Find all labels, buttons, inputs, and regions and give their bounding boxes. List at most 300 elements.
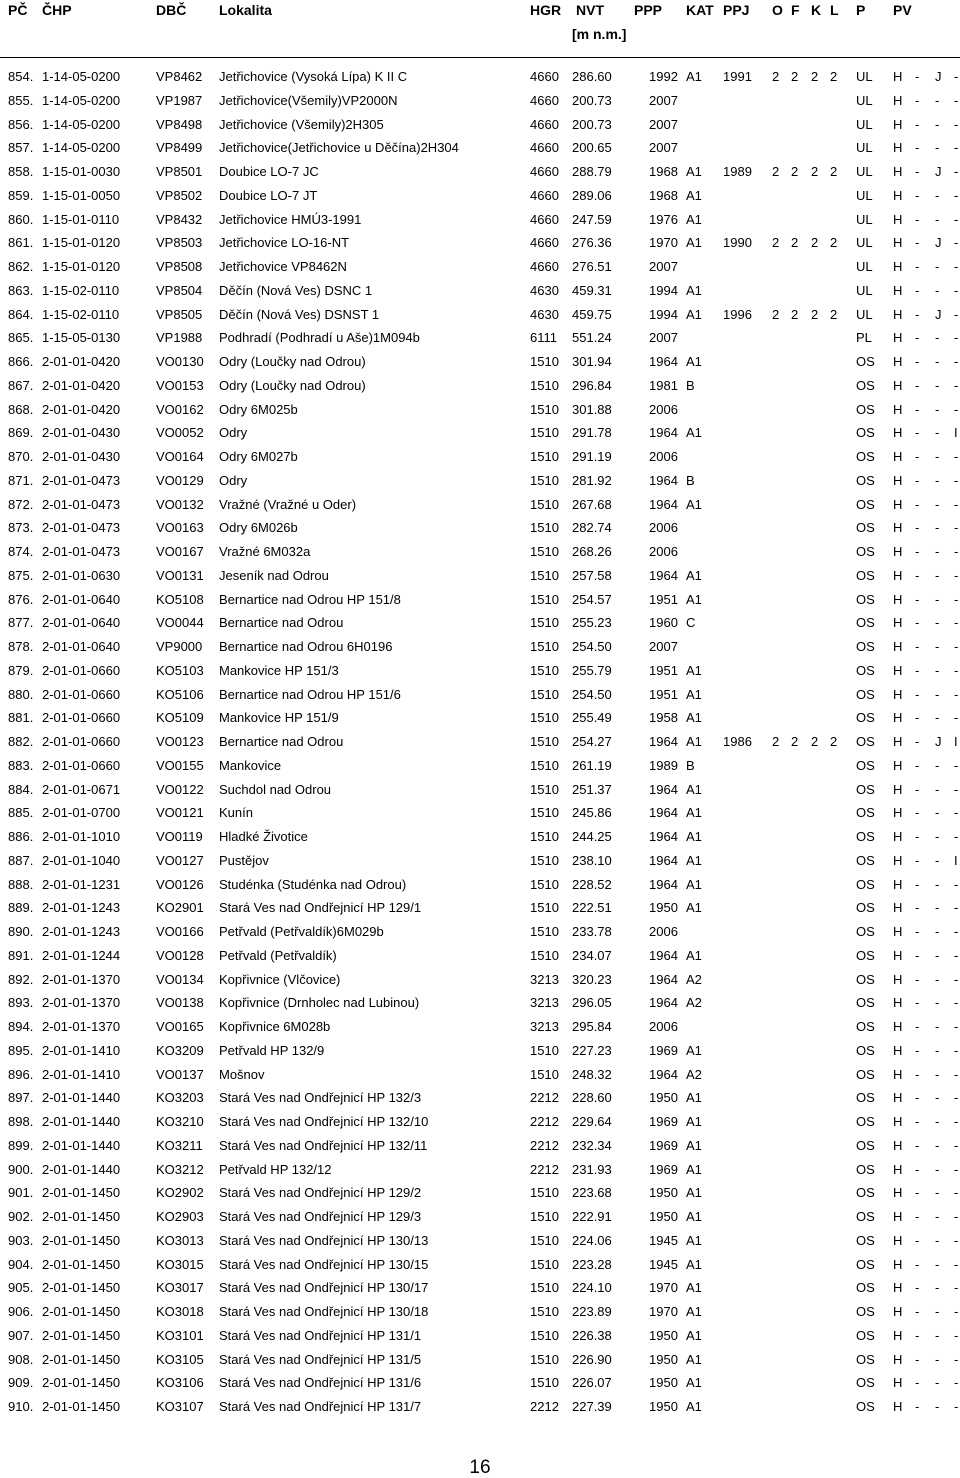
cell-row-number: 884. <box>8 781 34 797</box>
cell-row-number: 873. <box>8 520 34 536</box>
cell-dbc-code: VP8502 <box>156 187 203 203</box>
cell-pv-i: - <box>954 140 959 156</box>
table-row <box>0 1375 960 1399</box>
cell-pv-i: - <box>954 662 959 678</box>
page-number: 16 <box>469 1457 491 1478</box>
cell-ppp-year: 2007 <box>649 116 678 132</box>
table-row <box>0 69 960 93</box>
cell-dbc-code: VP8505 <box>156 306 203 322</box>
cell-p-code: OS <box>856 354 875 369</box>
cell-dbc-code: KO3018 <box>156 1304 204 1319</box>
cell-pv-2: - <box>915 187 920 203</box>
cell-row-number: 869. <box>8 425 34 441</box>
cell-p-code: OS <box>856 1090 875 1106</box>
cell-dbc-code: VO0123 <box>156 734 204 749</box>
header-k: K <box>811 2 822 18</box>
cell-dbc-code: VP1988 <box>156 330 203 346</box>
cell-dbc-code: VO0153 <box>156 377 204 393</box>
cell-pv-i: - <box>954 686 959 702</box>
cell-pv-i: - <box>954 520 959 536</box>
cell-hgr: 1510 <box>530 425 559 441</box>
cell-pv-j: - <box>935 1256 940 1272</box>
cell-hgr: 1510 <box>530 924 559 939</box>
cell-kat: A2 <box>686 971 702 987</box>
cell-nvt: 222.51 <box>572 900 612 916</box>
cell-hgr: 1510 <box>530 876 559 892</box>
cell-dbc-code: VO0165 <box>156 1019 204 1034</box>
cell-pv-i: - <box>954 92 959 108</box>
cell-kat: A1 <box>686 567 702 583</box>
cell-lokalita: Odry <box>219 425 248 441</box>
cell-chp-code: 2-01-01-1440 <box>42 1137 121 1153</box>
cell-lokalita: Bernartice nad Odrou <box>219 734 344 749</box>
cell-lokalita: Podhradí (Podhradí u Aše)1M094b <box>219 330 420 346</box>
cell-pv-2: - <box>915 401 920 417</box>
cell-pv-2: - <box>915 1161 920 1177</box>
cell-pv-j: - <box>935 757 940 773</box>
cell-row-number: 902. <box>8 1209 34 1224</box>
cell-kat: A1 <box>686 947 702 963</box>
cell-dbc-code: VO0162 <box>156 401 204 417</box>
cell-hgr: 1510 <box>530 1304 559 1319</box>
cell-pv-j: - <box>935 496 940 512</box>
cell-p-code: OS <box>856 1304 875 1319</box>
cell-pv-2: - <box>915 1304 920 1319</box>
cell-chp-code: 2-01-01-1410 <box>42 1042 121 1058</box>
cell-row-number: 889. <box>8 900 34 916</box>
cell-pv-i: - <box>954 1375 959 1391</box>
cell-pv-j: - <box>935 805 940 821</box>
cell-p-code: OS <box>856 1327 875 1343</box>
cell-row-number: 887. <box>8 852 34 868</box>
cell-nvt: 226.38 <box>572 1327 612 1343</box>
cell-lokalita: Studénka (Studénka nad Odrou) <box>219 876 407 892</box>
cell-pv-h: H <box>893 520 903 536</box>
table-row <box>0 1280 960 1304</box>
cell-pv-j: - <box>935 615 940 631</box>
cell-chp-code: 2-01-01-0420 <box>42 377 121 393</box>
cell-row-number: 863. <box>8 282 34 298</box>
cell-nvt: 223.28 <box>572 1256 612 1272</box>
cell-k-flag: 2 <box>811 306 819 322</box>
cell-ppp-year: 1969 <box>649 1137 678 1153</box>
cell-nvt: 228.52 <box>572 876 612 892</box>
cell-hgr: 4660 <box>530 164 559 179</box>
cell-hgr: 4660 <box>530 69 559 84</box>
table-row <box>0 972 960 996</box>
cell-nvt: 257.58 <box>572 567 612 583</box>
cell-chp-code: 2-01-01-0700 <box>42 805 121 821</box>
cell-pv-h: H <box>893 757 903 773</box>
cell-ppp-year: 2006 <box>649 1019 678 1034</box>
cell-pv-i: - <box>954 1327 959 1343</box>
cell-o-flag: 2 <box>772 69 780 84</box>
cell-pv-2: - <box>915 1280 920 1296</box>
cell-dbc-code: VP8462 <box>156 69 203 84</box>
cell-pv-h: H <box>893 829 903 844</box>
header-dbc: DBČ <box>156 2 187 18</box>
cell-p-code: UL <box>856 282 873 298</box>
cell-kat: A1 <box>686 235 702 251</box>
cell-lokalita: Stará Ves nad Ondřejnicí HP 131/7 <box>219 1399 422 1414</box>
cell-pv-h: H <box>893 995 903 1011</box>
cell-row-number: 867. <box>8 377 34 393</box>
cell-p-code: UL <box>856 140 873 156</box>
cell-pv-i: - <box>954 187 959 203</box>
cell-ppp-year: 1994 <box>649 306 678 322</box>
cell-ppp-year: 1964 <box>649 567 678 583</box>
cell-pv-i: - <box>954 496 959 512</box>
cell-lokalita: Odry (Loučky nad Odrou) <box>219 354 366 369</box>
header-l: L <box>830 2 839 18</box>
cell-ppj-year: 1990 <box>723 235 752 251</box>
cell-p-code: OS <box>856 900 875 916</box>
cell-pv-j: - <box>935 330 940 346</box>
cell-chp-code: 2-01-01-0660 <box>42 686 121 702</box>
table-row <box>0 164 960 188</box>
cell-ppp-year: 2006 <box>649 449 678 464</box>
cell-p-code: PL <box>856 330 872 346</box>
cell-p-code: OS <box>856 496 875 512</box>
cell-ppp-year: 1950 <box>649 1375 678 1391</box>
cell-pv-i: I <box>954 734 958 749</box>
cell-chp-code: 1-15-01-0120 <box>42 235 121 251</box>
cell-hgr: 1510 <box>530 615 559 631</box>
cell-pv-i: - <box>954 1351 959 1367</box>
table-row <box>0 283 960 307</box>
table-row <box>0 663 960 687</box>
cell-f-flag: 2 <box>791 734 799 749</box>
cell-pv-2: - <box>915 615 920 631</box>
cell-lokalita: Mošnov <box>219 1066 265 1082</box>
cell-nvt: 228.60 <box>572 1090 612 1106</box>
table-row <box>0 1138 960 1162</box>
cell-pv-i: - <box>954 567 959 583</box>
cell-kat: C <box>686 615 696 631</box>
cell-pv-j: - <box>935 259 940 274</box>
cell-dbc-code: KO3013 <box>156 1232 204 1248</box>
cell-dbc-code: VP8498 <box>156 116 203 132</box>
cell-pv-i: - <box>954 472 959 488</box>
cell-p-code: UL <box>856 211 873 227</box>
cell-chp-code: 2-01-01-1450 <box>42 1399 121 1414</box>
cell-nvt: 289.06 <box>572 187 612 203</box>
cell-pv-h: H <box>893 259 903 274</box>
cell-nvt: 234.07 <box>572 947 612 963</box>
cell-ppp-year: 1964 <box>649 947 678 963</box>
cell-dbc-code: VO0122 <box>156 781 204 797</box>
cell-nvt: 200.73 <box>572 116 612 132</box>
cell-lokalita: Hladké Životice <box>219 829 308 844</box>
cell-hgr: 1510 <box>530 1185 559 1201</box>
cell-dbc-code: KO3106 <box>156 1375 204 1391</box>
cell-pv-2: - <box>915 639 920 654</box>
cell-l-flag: 2 <box>830 235 838 251</box>
cell-nvt: 276.51 <box>572 259 612 274</box>
cell-pv-2: - <box>915 235 920 251</box>
table-row <box>0 330 960 354</box>
cell-p-code: OS <box>856 544 875 559</box>
cell-chp-code: 2-01-01-1410 <box>42 1066 121 1082</box>
cell-lokalita: Stará Ves nad Ondřejnicí HP 132/3 <box>219 1090 422 1106</box>
cell-nvt: 254.57 <box>572 591 612 607</box>
cell-chp-code: 2-01-01-0660 <box>42 757 121 773</box>
cell-p-code: OS <box>856 876 875 892</box>
cell-lokalita: Mankovice HP 151/9 <box>219 710 339 726</box>
cell-kat: A1 <box>686 1042 702 1058</box>
cell-pv-h: H <box>893 116 903 132</box>
cell-pv-h: H <box>893 69 903 84</box>
cell-chp-code: 1-14-05-0200 <box>42 69 121 84</box>
cell-nvt: 245.86 <box>572 805 612 821</box>
cell-hgr: 1510 <box>530 1066 559 1082</box>
cell-chp-code: 2-01-01-0640 <box>42 639 121 654</box>
cell-pv-i: - <box>954 544 959 559</box>
cell-pv-j: - <box>935 1304 940 1319</box>
cell-dbc-code: VP8499 <box>156 140 203 156</box>
cell-kat: A1 <box>686 1209 702 1224</box>
cell-pv-j: - <box>935 662 940 678</box>
cell-pv-j: - <box>935 472 940 488</box>
cell-lokalita: Odry 6M026b <box>219 520 298 536</box>
cell-nvt: 254.50 <box>572 686 612 702</box>
cell-nvt: 247.59 <box>572 211 612 227</box>
cell-dbc-code: VO0130 <box>156 354 204 369</box>
cell-kat: A1 <box>686 686 702 702</box>
cell-p-code: OS <box>856 947 875 963</box>
cell-pv-2: - <box>915 1137 920 1153</box>
cell-dbc-code: VO0052 <box>156 425 204 441</box>
table-row <box>0 307 960 331</box>
cell-row-number: 870. <box>8 449 34 464</box>
cell-chp-code: 2-01-01-0660 <box>42 710 121 726</box>
cell-lokalita: Bernartice nad Odrou HP 151/8 <box>219 591 401 607</box>
table-header <box>0 0 960 58</box>
cell-o-flag: 2 <box>772 164 780 179</box>
cell-dbc-code: VO0167 <box>156 544 204 559</box>
cell-pv-h: H <box>893 164 903 179</box>
cell-pv-h: H <box>893 1161 903 1177</box>
cell-row-number: 883. <box>8 757 34 773</box>
cell-pv-h: H <box>893 140 903 156</box>
cell-pv-i: - <box>954 164 959 179</box>
cell-ppp-year: 1964 <box>649 995 678 1011</box>
cell-pv-j: - <box>935 591 940 607</box>
cell-chp-code: 2-01-01-0473 <box>42 544 121 559</box>
cell-kat: A1 <box>686 1351 702 1367</box>
cell-row-number: 886. <box>8 829 34 844</box>
cell-chp-code: 2-01-01-0660 <box>42 662 121 678</box>
cell-lokalita: Odry 6M027b <box>219 449 298 464</box>
cell-row-number: 857. <box>8 140 34 156</box>
cell-hgr: 1510 <box>530 544 559 559</box>
header-kat: KAT <box>686 2 714 18</box>
cell-hgr: 1510 <box>530 947 559 963</box>
cell-pv-i: - <box>954 1042 959 1058</box>
cell-ppp-year: 2007 <box>649 639 678 654</box>
cell-kat: A1 <box>686 876 702 892</box>
cell-chp-code: 2-01-01-0420 <box>42 354 121 369</box>
cell-pv-j: - <box>935 1161 940 1177</box>
cell-hgr: 1510 <box>530 1256 559 1272</box>
cell-pv-j: - <box>935 829 940 844</box>
cell-pv-h: H <box>893 1327 903 1343</box>
cell-row-number: 885. <box>8 805 34 821</box>
cell-chp-code: 2-01-01-0473 <box>42 472 121 488</box>
table-row <box>0 520 960 544</box>
cell-k-flag: 2 <box>811 734 819 749</box>
cell-pv-2: - <box>915 1351 920 1367</box>
cell-pv-h: H <box>893 567 903 583</box>
cell-row-number: 859. <box>8 187 34 203</box>
cell-kat: A1 <box>686 900 702 916</box>
cell-pv-j: - <box>935 449 940 464</box>
header-o: O <box>772 2 783 18</box>
cell-hgr: 4660 <box>530 211 559 227</box>
cell-nvt: 281.92 <box>572 472 612 488</box>
cell-p-code: OS <box>856 425 875 441</box>
cell-kat: A1 <box>686 1161 702 1177</box>
cell-ppp-year: 2006 <box>649 520 678 536</box>
cell-pv-j: - <box>935 377 940 393</box>
cell-nvt: 231.93 <box>572 1161 612 1177</box>
cell-l-flag: 2 <box>830 306 838 322</box>
cell-pv-2: - <box>915 425 920 441</box>
cell-chp-code: 2-01-01-1450 <box>42 1209 121 1224</box>
table-row <box>0 639 960 663</box>
cell-p-code: OS <box>856 1399 875 1414</box>
cell-ppp-year: 2007 <box>649 140 678 156</box>
cell-nvt: 291.78 <box>572 425 612 441</box>
cell-nvt: 227.39 <box>572 1399 612 1414</box>
cell-chp-code: 1-14-05-0200 <box>42 92 121 108</box>
cell-chp-code: 1-15-01-0030 <box>42 164 121 179</box>
cell-dbc-code: VO0137 <box>156 1066 204 1082</box>
table-row <box>0 378 960 402</box>
cell-pv-h: H <box>893 781 903 797</box>
cell-nvt: 296.05 <box>572 995 612 1011</box>
cell-pv-j: - <box>935 282 940 298</box>
table-row <box>0 449 960 473</box>
cell-hgr: 1510 <box>530 401 559 417</box>
cell-pv-h: H <box>893 1351 903 1367</box>
cell-l-flag: 2 <box>830 164 838 179</box>
cell-row-number: 891. <box>8 947 34 963</box>
cell-p-code: OS <box>856 591 875 607</box>
cell-pv-h: H <box>893 1114 903 1129</box>
cell-lokalita: Jetřichovice (Všemily)2H305 <box>219 116 384 132</box>
cell-row-number: 905. <box>8 1280 34 1296</box>
cell-lokalita: Doubice LO-7 JT <box>219 187 318 203</box>
table-row <box>0 497 960 521</box>
cell-kat: A1 <box>686 354 702 369</box>
cell-nvt: 301.94 <box>572 354 612 369</box>
cell-pv-2: - <box>915 544 920 559</box>
cell-ppp-year: 1970 <box>649 1280 678 1296</box>
cell-ppp-year: 1950 <box>649 1209 678 1224</box>
table-row <box>0 829 960 853</box>
cell-row-number: 895. <box>8 1042 34 1058</box>
cell-dbc-code: VP1987 <box>156 92 203 108</box>
cell-lokalita: Děčín (Nová Ves) DSNC 1 <box>219 282 373 298</box>
cell-ppp-year: 1976 <box>649 211 678 227</box>
cell-row-number: 901. <box>8 1185 34 1201</box>
cell-pv-i: - <box>954 971 959 987</box>
cell-p-code: OS <box>856 449 875 464</box>
cell-hgr: 2212 <box>530 1137 559 1153</box>
cell-p-code: OS <box>856 1161 875 1177</box>
cell-ppp-year: 1958 <box>649 710 678 726</box>
cell-chp-code: 2-01-01-0473 <box>42 496 121 512</box>
cell-lokalita: Kopřivnice (Vlčovice) <box>219 971 341 987</box>
cell-pv-2: - <box>915 1114 920 1129</box>
cell-row-number: 861. <box>8 235 34 251</box>
cell-nvt: 251.37 <box>572 781 612 797</box>
cell-chp-code: 2-01-01-0660 <box>42 734 121 749</box>
cell-p-code: OS <box>856 1042 875 1058</box>
cell-ppp-year: 1989 <box>649 757 678 773</box>
cell-dbc-code: VP8501 <box>156 164 203 179</box>
cell-hgr: 1510 <box>530 567 559 583</box>
cell-pv-j: - <box>935 1399 940 1414</box>
cell-p-code: OS <box>856 1019 875 1034</box>
cell-dbc-code: KO5108 <box>156 591 204 607</box>
cell-hgr: 1510 <box>530 1375 559 1391</box>
cell-pv-h: H <box>893 401 903 417</box>
cell-dbc-code: VO0138 <box>156 995 204 1011</box>
cell-pv-2: - <box>915 781 920 797</box>
cell-pv-h: H <box>893 211 903 227</box>
cell-nvt: 238.10 <box>572 852 612 868</box>
cell-dbc-code: VP9000 <box>156 639 203 654</box>
cell-pv-j: - <box>935 995 940 1011</box>
cell-chp-code: 2-01-01-0640 <box>42 615 121 631</box>
cell-kat: A1 <box>686 164 702 179</box>
cell-lokalita: Mankovice HP 151/3 <box>219 662 339 678</box>
cell-dbc-code: KO2901 <box>156 900 204 916</box>
cell-nvt: 226.90 <box>572 1351 612 1367</box>
table-row <box>0 1067 960 1091</box>
cell-pv-h: H <box>893 615 903 631</box>
cell-pv-h: H <box>893 1375 903 1391</box>
cell-chp-code: 2-01-01-1440 <box>42 1090 121 1106</box>
cell-pv-i: - <box>954 757 959 773</box>
cell-p-code: OS <box>856 971 875 987</box>
cell-ppp-year: 2007 <box>649 330 678 346</box>
cell-pv-h: H <box>893 377 903 393</box>
table-row <box>0 354 960 378</box>
cell-dbc-code: KO3015 <box>156 1256 204 1272</box>
cell-row-number: 871. <box>8 472 34 488</box>
cell-pv-i: - <box>954 377 959 393</box>
cell-hgr: 1510 <box>530 639 559 654</box>
cell-p-code: OS <box>856 401 875 417</box>
cell-lokalita: Stará Ves nad Ondřejnicí HP 130/18 <box>219 1304 429 1319</box>
cell-f-flag: 2 <box>791 164 799 179</box>
cell-row-number: 899. <box>8 1137 34 1153</box>
cell-hgr: 4660 <box>530 140 559 156</box>
cell-row-number: 897. <box>8 1090 34 1106</box>
header-p: P <box>856 2 866 18</box>
cell-pv-h: H <box>893 971 903 987</box>
header-chp: ČHP <box>42 2 72 18</box>
cell-dbc-code: VO0155 <box>156 757 204 773</box>
header-ppj: PPJ <box>723 2 750 18</box>
cell-ppp-year: 1964 <box>649 852 678 868</box>
table-row <box>0 1399 960 1423</box>
cell-kat: A1 <box>686 710 702 726</box>
header-ppp: PPP <box>634 2 663 18</box>
